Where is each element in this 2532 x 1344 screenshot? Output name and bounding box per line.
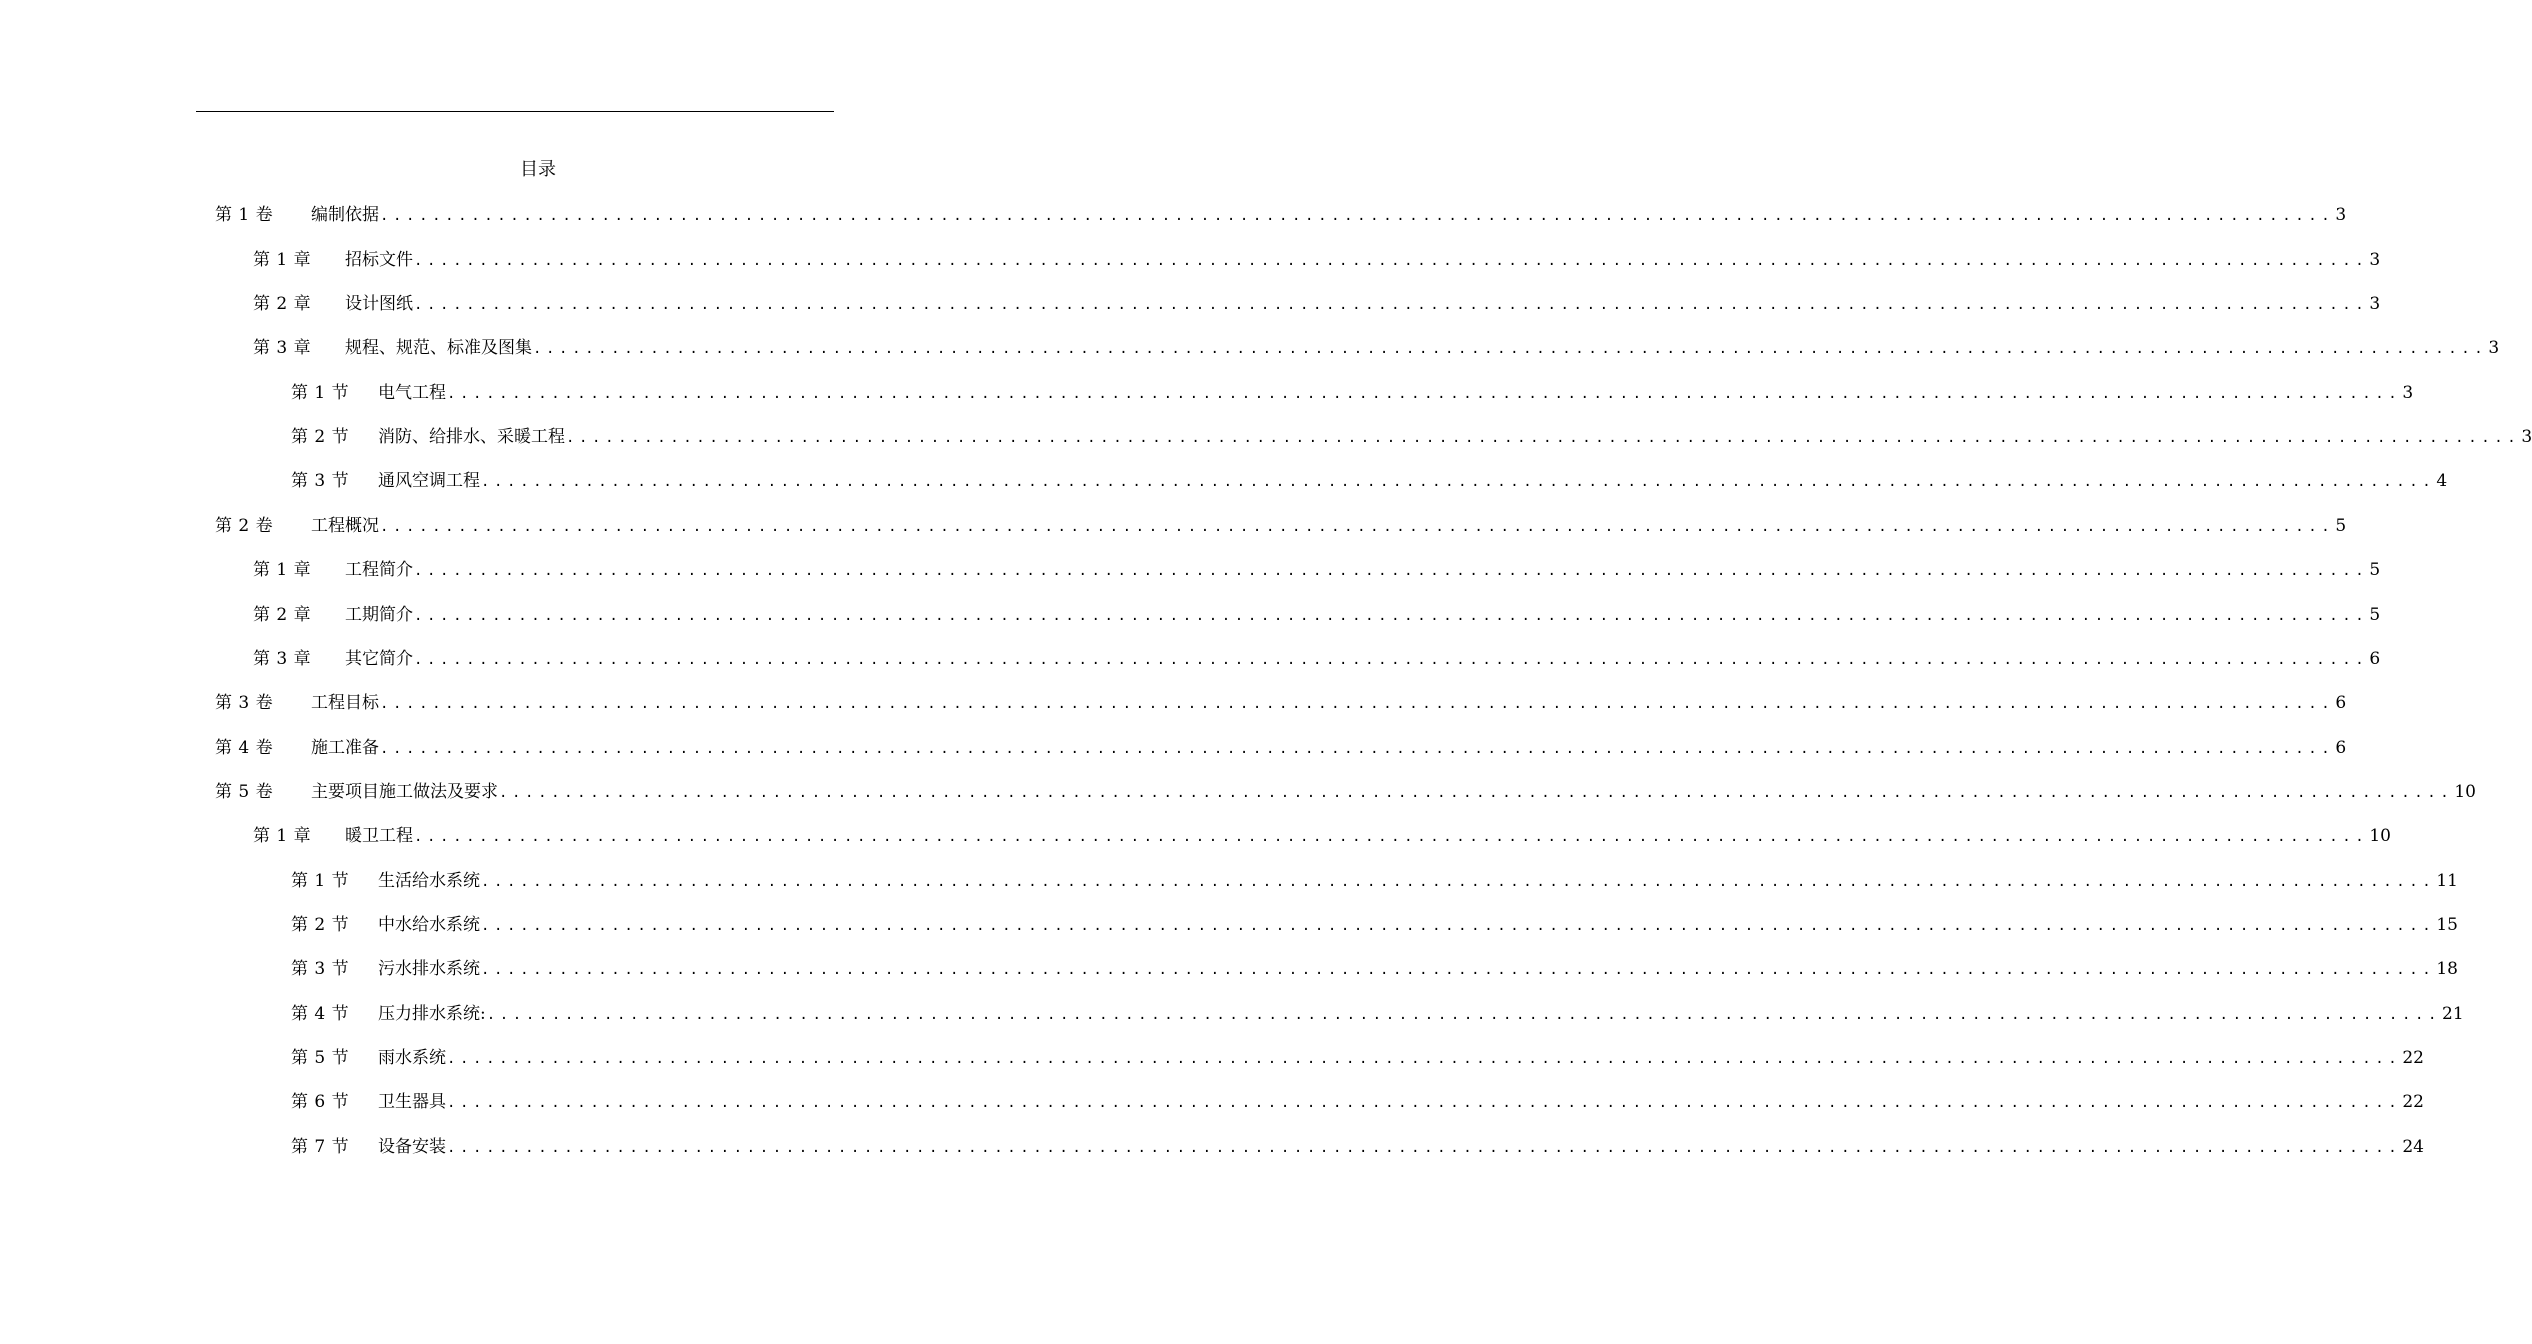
toc-entry-number: 第 3 卷 [215,693,274,713]
toc-entry-label: 设备安装 [378,1137,446,1157]
toc-entry-volume-5[interactable] [215,779,2476,805]
toc-leader-dots: ...................................................................................................................................................... [414,253,2369,269]
toc-leader-dots: ...................................................................................................................................................... [533,341,2488,357]
toc-leader-dots: ...................................................................................................................................................... [414,608,2369,624]
toc-entry-number: 第 2 章 [253,605,312,625]
toc-leader-dots: ...................................................................................................................................................... [380,696,2335,712]
toc-entry-label: 设计图纸 [345,294,413,314]
toc-entry-label: 卫生器具 [378,1092,446,1112]
toc-entry-volume-4[interactable] [215,735,2347,761]
toc-entry-label: 其它简介 [345,649,413,669]
toc-entry-chapter[interactable] [253,646,2381,672]
toc-leader-dots: ...................................................................................................................................................... [447,1140,2402,1156]
toc-entry-number: 第 1 章 [253,560,312,580]
toc-page-number: 3 [2521,427,2532,447]
toc-entry-section[interactable] [291,1089,2424,1115]
toc-page-number: 21 [2442,1004,2464,1024]
toc-leader-dots: ...................................................................................................................................................... [447,1051,2402,1067]
toc-entry-number: 第 3 节 [291,471,350,491]
toc-entry-number: 第 2 节 [291,427,350,447]
toc-entry-section[interactable] [291,424,2532,450]
toc-entry-label: 污水排水系统 [378,959,480,979]
toc-entry-number: 第 3 节 [291,959,350,979]
toc-entry-chapter[interactable] [253,247,2381,273]
toc-leader-dots: ...................................................................................................................................................... [447,386,2402,402]
toc-page-number: 3 [2488,338,2500,358]
toc-page-number: 22 [2402,1048,2424,1068]
toc-entry-label: 规程、规范、标准及图集 [345,338,532,358]
toc-entry-section[interactable] [291,912,2458,938]
toc-entry-number: 第 5 节 [291,1048,350,1068]
toc-entry-label: 工程目标 [311,693,379,713]
toc-leader-dots: ...................................................................................................................................................... [380,208,2335,224]
toc-entry-volume-2[interactable] [215,513,2347,539]
toc-page-number: 5 [2335,516,2347,536]
toc-page-number: 10 [2369,826,2391,846]
toc-page-number: 3 [2369,294,2381,314]
toc-page-number: 6 [2335,738,2347,758]
toc-entry-volume-1[interactable] [215,202,2347,228]
toc-page-number: 3 [2402,383,2414,403]
toc-entry-label: 压力排水系统: [378,1004,486,1024]
toc-page-number: 22 [2402,1092,2424,1112]
toc-leader-dots: ...................................................................................................................................................... [566,430,2521,446]
toc-leader-dots: ...................................................................................................................................................... [499,785,2454,801]
toc-leader-dots: ...................................................................................................................................................... [414,829,2369,845]
toc-entry-number: 第 1 章 [253,250,312,270]
toc-page-number: 18 [2436,959,2458,979]
toc-entry-number: 第 2 章 [253,294,312,314]
toc-entry-number: 第 5 卷 [215,782,274,802]
toc-leader-dots: ...................................................................................................................................................... [414,297,2369,313]
toc-page-number: 3 [2369,250,2381,270]
toc-leader-dots: ...................................................................................................................................................... [481,962,2436,978]
toc-leader-dots: ...................................................................................................................................................... [481,874,2436,890]
toc-entry-number: 第 2 节 [291,915,350,935]
toc-leader-dots: ...................................................................................................................................................... [414,652,2369,668]
toc-entry-section[interactable] [291,1001,2464,1027]
toc-entry-section[interactable] [291,956,2458,982]
toc-page-number: 4 [2436,471,2448,491]
toc-entry-label: 施工准备 [311,738,379,758]
toc-page-number: 15 [2436,915,2458,935]
toc-entry-number: 第 3 章 [253,338,312,358]
toc-entry-section[interactable] [291,1134,2424,1160]
toc-leader-dots: ...................................................................................................................................................... [486,1007,2442,1023]
toc-entry-chapter[interactable] [253,557,2381,583]
toc-entry-number: 第 3 章 [253,649,312,669]
toc-entry-section[interactable] [291,380,2414,406]
toc-entry-number: 第 7 节 [291,1137,350,1157]
toc-entry-number: 第 6 节 [291,1092,350,1112]
toc-page-number: 5 [2369,560,2381,580]
toc-entry-number: 第 1 卷 [215,205,274,225]
toc-entry-chapter[interactable] [253,335,2500,361]
toc-entry-label: 通风空调工程 [378,471,480,491]
toc-entry-label: 招标文件 [345,250,413,270]
toc-entry-label: 电气工程 [378,383,446,403]
toc-page-number: 11 [2436,871,2458,891]
toc-entry-section[interactable] [291,468,2448,494]
toc-page-number: 24 [2402,1137,2424,1157]
toc-entry-chapter[interactable] [253,602,2381,628]
toc-entry-number: 第 4 节 [291,1004,350,1024]
toc-entry-number: 第 2 卷 [215,516,274,536]
toc-entry-number: 第 1 章 [253,826,312,846]
toc-entry-label: 编制依据 [311,205,379,225]
toc-entry-number: 第 1 节 [291,871,350,891]
toc-entry-chapter[interactable] [253,823,2391,849]
toc-leader-dots: ...................................................................................................................................................... [414,563,2369,579]
toc-entry-label: 消防、给排水、采暖工程 [378,427,565,447]
toc-leader-dots: ...................................................................................................................................................... [481,474,2436,490]
toc-entry-volume-3[interactable] [215,690,2347,716]
toc-entry-label: 工程简介 [345,560,413,580]
toc-title: 目录 [520,159,556,180]
toc-entry-label: 工程概况 [311,516,379,536]
toc-entry-number: 第 4 卷 [215,738,274,758]
toc-entry-section[interactable] [291,1045,2424,1071]
toc-entry-chapter[interactable] [253,291,2381,317]
toc-page-number: 10 [2454,782,2476,802]
toc-entry-label: 主要项目施工做法及要求 [311,782,498,802]
toc-entry-label: 工期简介 [345,605,413,625]
toc-leader-dots: ...................................................................................................................................................... [380,741,2335,757]
toc-entry-number: 第 1 节 [291,383,350,403]
toc-leader-dots: ...................................................................................................................................................... [447,1095,2402,1111]
toc-entry-label: 暖卫工程 [345,826,413,846]
toc-page-number: 3 [2335,205,2347,225]
toc-leader-dots: ...................................................................................................................................................... [380,519,2335,535]
toc-page-number: 6 [2369,649,2381,669]
toc-page-number: 6 [2335,693,2347,713]
toc-entry-label: 雨水系统 [378,1048,446,1068]
toc-entry-label: 中水给水系统 [378,915,480,935]
toc-entry-label: 生活给水系统 [378,871,480,891]
toc-page-number: 5 [2369,605,2381,625]
toc-entry-section[interactable] [291,868,2458,894]
toc-leader-dots: ...................................................................................................................................................... [481,918,2436,934]
